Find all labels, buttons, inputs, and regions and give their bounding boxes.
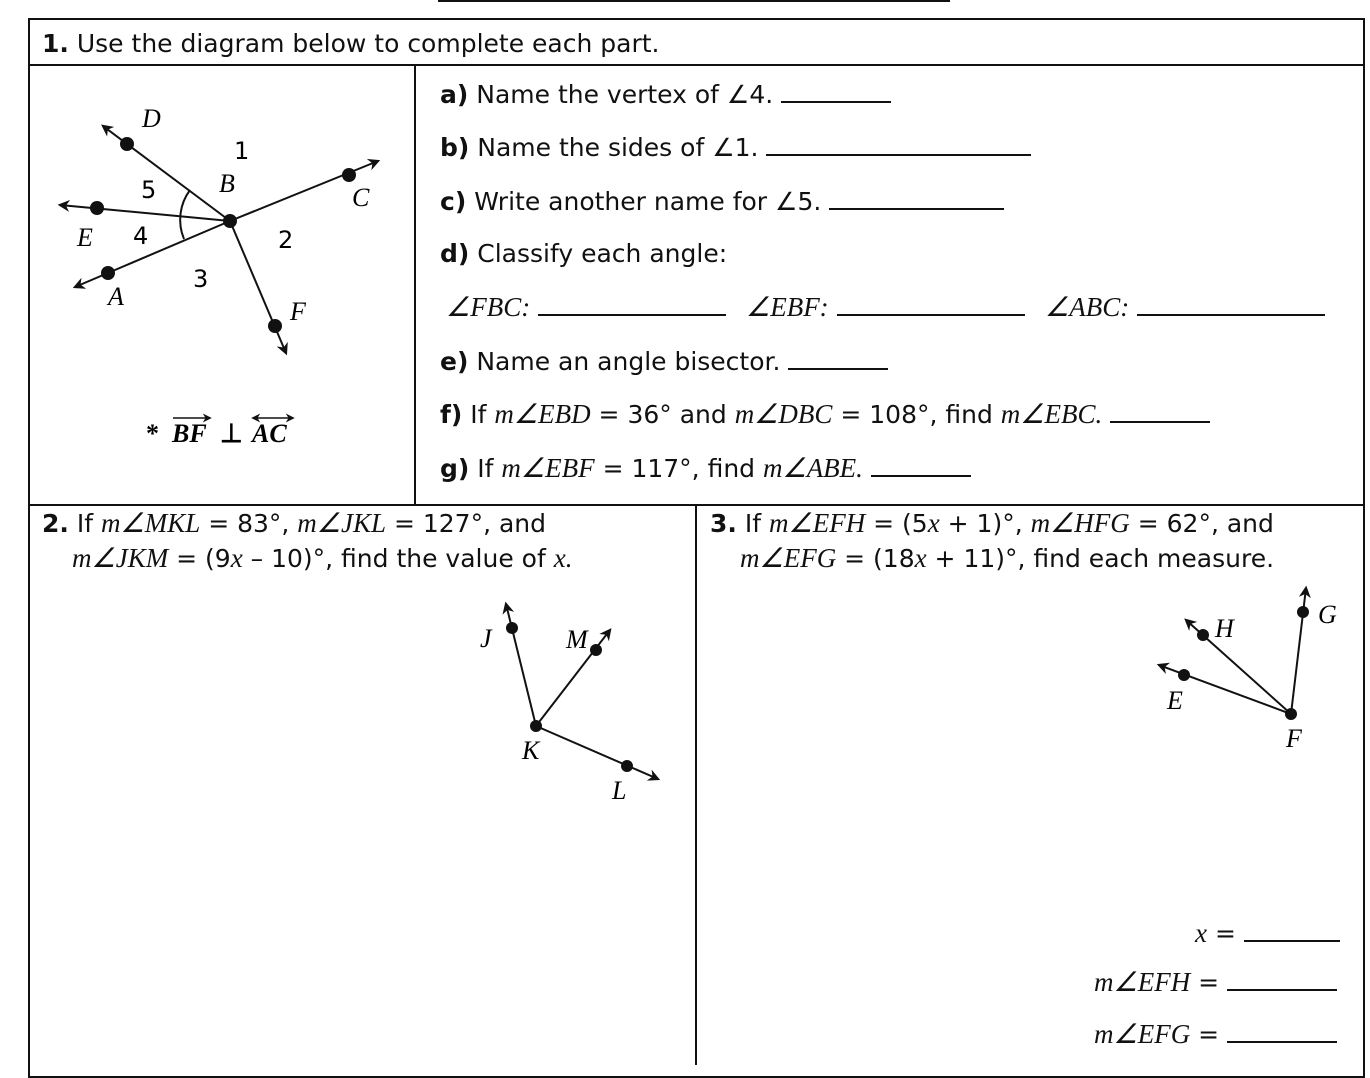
angle-arc xyxy=(180,190,190,239)
q1-part-g: g) If m∠EBF = 117°, find m∠ABE. xyxy=(440,453,971,484)
label-k: K xyxy=(522,736,540,765)
label-l: L xyxy=(612,776,627,805)
name-line xyxy=(438,0,950,2)
point-e3 xyxy=(1178,669,1190,681)
q2-number: 2. xyxy=(42,509,69,538)
label-a: A xyxy=(108,282,124,311)
answer-blank-g[interactable] xyxy=(871,453,971,477)
q1-part-d-fbc: ∠FBC: xyxy=(446,292,726,323)
answer-blank-efg[interactable] xyxy=(1227,1019,1337,1043)
answer-blank-a[interactable] xyxy=(781,79,891,103)
answer-blank-f[interactable] xyxy=(1110,399,1210,423)
label-g: G xyxy=(1318,600,1337,629)
answer-blank-ebf[interactable] xyxy=(837,292,1025,316)
label-e3: E xyxy=(1167,686,1183,715)
q1-part-d-abc: ∠ABC: xyxy=(1045,292,1325,323)
q3-number: 3. xyxy=(710,509,737,538)
q3-answer-efg: m∠EFG = xyxy=(1094,1019,1337,1050)
ray-be xyxy=(60,205,230,221)
q1-part-d: d) Classify each angle: xyxy=(440,239,728,268)
point-l xyxy=(621,760,633,772)
q1-prompt-text: Use the diagram below to complete each part. xyxy=(76,29,660,58)
answer-blank-c[interactable] xyxy=(829,186,1004,210)
angle-number-3: 3 xyxy=(193,265,209,293)
answer-blank-abc[interactable] xyxy=(1137,292,1325,316)
q3-prompt-line2: m∠EFG = (18x + 11)°, find each measure. xyxy=(740,543,1275,573)
point-h xyxy=(1197,629,1209,641)
perpendicular-note xyxy=(146,418,293,448)
note-bf: BF xyxy=(172,419,207,448)
angle-number-5: 5 xyxy=(141,176,157,204)
point-j xyxy=(506,622,518,634)
q2-prompt-line1: 2. If m∠MKL = 83°, m∠JKL = 127°, and xyxy=(42,508,547,538)
q1-part-c: c) Write another name for ∠5. xyxy=(440,186,1004,217)
q1-part-b: b) Name the sides of ∠1. xyxy=(440,132,1031,163)
q1-part-a: a) Name the vertex of ∠4. xyxy=(440,79,891,110)
answer-blank-fbc[interactable] xyxy=(538,292,726,316)
answer-blank-efh[interactable] xyxy=(1227,967,1337,991)
q3-prompt-line1: 3. If m∠EFH = (5x + 1)°, m∠HFG = 62°, and xyxy=(710,508,1274,538)
q3-answer-efh: m∠EFH = xyxy=(1094,967,1337,998)
point-c xyxy=(342,168,356,182)
note-ac: AC xyxy=(252,419,287,448)
note-perp: ⊥ xyxy=(220,419,243,448)
label-e: E xyxy=(77,223,93,252)
q1-part-e: e) Name an angle bisector. xyxy=(440,346,888,377)
q1-angle-diagram xyxy=(30,66,414,504)
label-f: F xyxy=(290,297,306,326)
point-e xyxy=(90,201,104,215)
label-f3: F xyxy=(1286,724,1302,753)
q1-part-f: f) If m∠EBD = 36° and m∠DBC = 108°, find m∠EBC. xyxy=(440,399,1210,430)
q2-prompt-line2: m∠JKM = (9x – 10)°, find the value of x. xyxy=(72,543,573,573)
q1-number: 1. xyxy=(42,29,69,58)
ray-kl xyxy=(536,726,658,779)
point-m xyxy=(590,644,602,656)
point-d xyxy=(120,137,134,151)
point-b xyxy=(223,214,237,228)
label-b: B xyxy=(219,169,235,198)
label-h: H xyxy=(1215,614,1234,643)
point-g xyxy=(1297,606,1309,618)
q3-answer-x: x = xyxy=(1195,918,1340,949)
answer-blank-b[interactable] xyxy=(766,132,1031,156)
answer-blank-x[interactable] xyxy=(1244,918,1340,942)
note-star: * xyxy=(146,419,159,448)
divider-q1 xyxy=(414,64,416,506)
point-f xyxy=(268,319,282,333)
q2-angle-diagram xyxy=(440,580,690,820)
label-d: D xyxy=(142,104,161,133)
label-c: C xyxy=(352,183,370,212)
divider-q2-q3 xyxy=(695,504,697,1065)
point-a xyxy=(101,266,115,280)
q1-part-d-ebf: ∠EBF: xyxy=(746,292,1025,323)
point-k xyxy=(530,720,542,732)
answer-blank-e[interactable] xyxy=(788,346,888,370)
point-f3 xyxy=(1285,708,1297,720)
angle-number-2: 2 xyxy=(278,226,294,254)
angle-number-4: 4 xyxy=(133,222,149,250)
label-m: M xyxy=(566,625,588,654)
angle-number-1: 1 xyxy=(234,137,250,165)
q3-angle-diagram xyxy=(1140,580,1360,760)
label-j: J xyxy=(480,624,492,653)
q1-prompt xyxy=(42,29,660,59)
